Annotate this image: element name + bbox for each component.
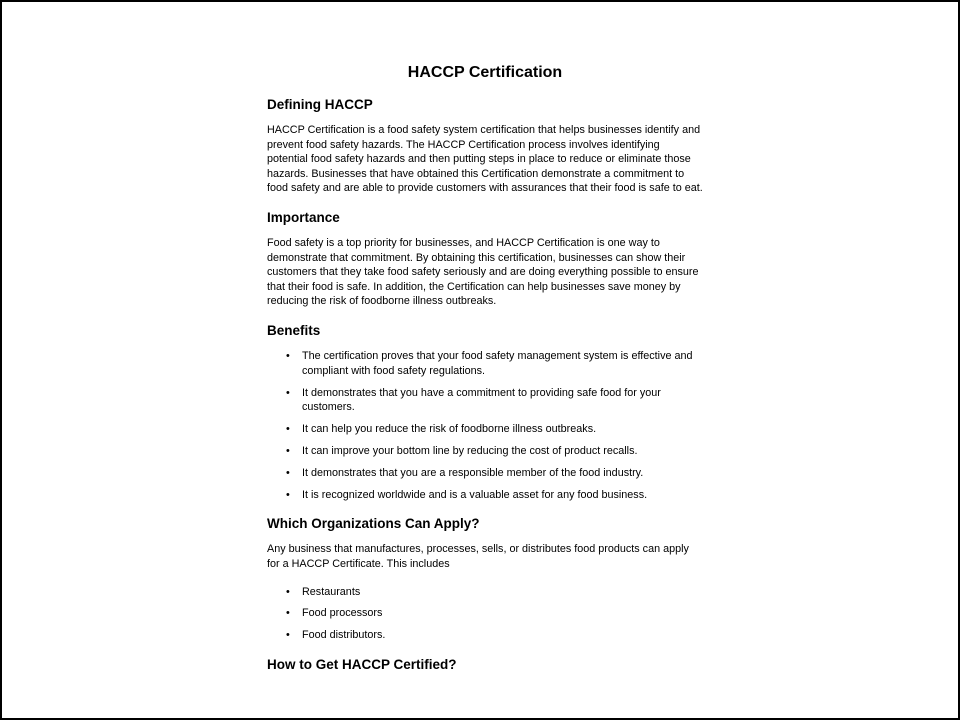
benefits-bullet-list	[267, 349, 703, 502]
bullet-item: • It demonstrates that you are a responsible member of the food industry.	[267, 466, 703, 481]
body-paragraph: Food safety is a top priority for businesses, and HACCP Certification is one way to demonstrate that commitment. By obtaining this certification, businesses can show their customers that they take food safety seriously and are doing everything possible to ensure that their food is safe. In addition, the Certification can help businesses save money by reducing the risk of foodborne illness outbreaks.	[267, 236, 699, 308]
document-title: HACCP Certification	[407, 64, 563, 81]
section-importance	[267, 210, 703, 309]
document-body	[267, 64, 703, 683]
bullet-item: • It can improve your bottom line by reducing the cost of product recalls.	[267, 444, 703, 459]
section-heading-which-organizations: Which Organizations Can Apply?	[267, 516, 480, 532]
bullet-item: • Restaurants	[267, 585, 703, 600]
bullet-item: • It is recognized worldwide and is a valuable asset for any food business.	[267, 488, 703, 503]
section-heading-how-to-get-certified: How to Get HACCP Certified?	[267, 656, 457, 672]
bullet-item: • The certification proves that your food safety management system is effective and compliant with food safety regulations.	[267, 349, 703, 379]
section-defining-haccp	[267, 97, 703, 196]
bullet-item: • Food distributors.	[267, 628, 703, 643]
section-heading-benefits: Benefits	[267, 322, 321, 338]
section-heading-importance: Importance	[267, 209, 340, 225]
bullet-item: • It can help you reduce the risk of foodborne illness outbreaks.	[267, 422, 703, 437]
section-how-to-get-certified	[267, 657, 703, 672]
section-heading-defining-haccp: Defining HACCP	[267, 97, 373, 112]
bullet-item: • Food processors	[267, 606, 703, 621]
body-paragraph: HACCP Certification is a food safety system certification that helps businesses identify and prevent food safety hazards. The HACCP Certification process involves identifying potential food safety hazards and then putting steps in place to reduce or eliminate those hazards. Businesses that have obtained this Certification demonstrate a commitment to food safety and are able to provide customers with assurances that their food is safe to eat.	[267, 124, 703, 195]
bullet-item: • It demonstrates that you have a commitment to providing safe food for your customers.	[267, 386, 703, 416]
section-which-organizations	[267, 516, 703, 643]
section-benefits	[267, 323, 703, 502]
body-paragraph: Any business that manufactures, processes, sells, or distributes food products can apply for a HACCP Certificate. This includes	[267, 543, 689, 570]
organizations-bullet-list	[267, 585, 703, 643]
